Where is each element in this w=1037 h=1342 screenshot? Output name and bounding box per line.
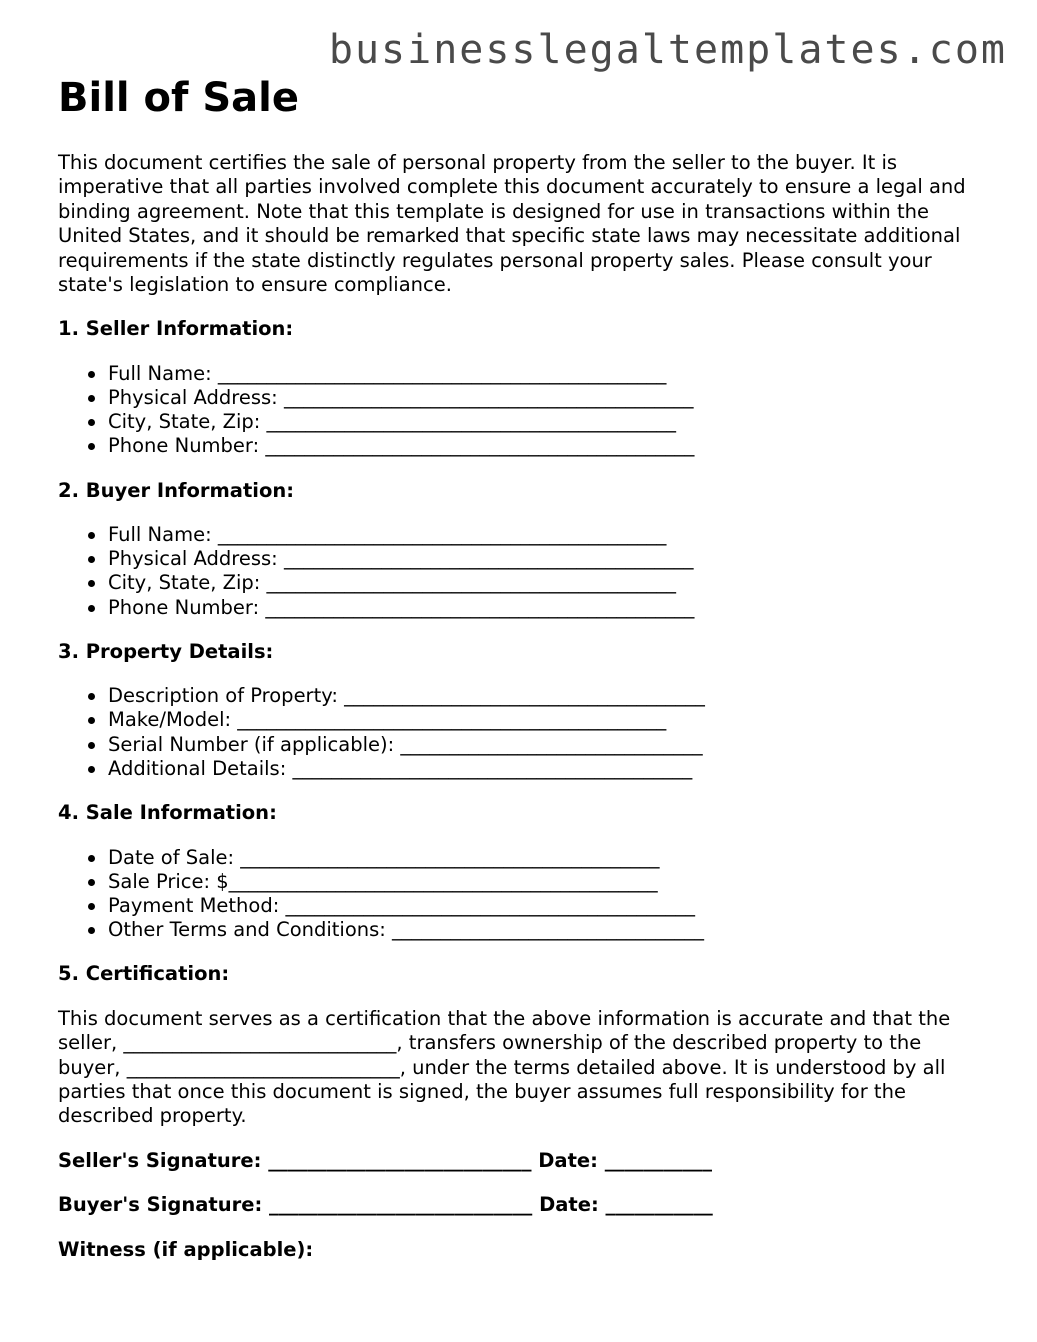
buyer-signature-line[interactable]: Buyer's Signature: ___________________________ Date: ___________ bbox=[58, 1193, 713, 1217]
document-title: Bill of Sale bbox=[58, 75, 299, 121]
buyer-fields-list bbox=[58, 523, 988, 620]
buyer-city-state-zip-field[interactable]: City, State, Zip: __________________________________________ bbox=[108, 571, 988, 595]
seller-signature-line[interactable]: Seller's Signature: ___________________________ Date: ___________ bbox=[58, 1148, 712, 1172]
seller-fields-list bbox=[58, 362, 988, 459]
buyer-phone-field[interactable]: Phone Number: ____________________________________________ bbox=[108, 596, 988, 620]
buyer-section-heading: 2. Buyer Information: bbox=[58, 478, 295, 502]
property-make-model-field[interactable]: Make/Model: ____________________________________________ bbox=[108, 708, 988, 732]
document-page bbox=[58, 74, 988, 1262]
witness-label: Witness (if applicable): bbox=[58, 1237, 314, 1261]
property-description-field[interactable]: Description of Property: _____________________________________ bbox=[108, 684, 988, 708]
sale-price-field[interactable]: Sale Price: $____________________________________________ bbox=[108, 870, 988, 894]
property-additional-details-field[interactable]: Additional Details: _________________________________________ bbox=[108, 757, 988, 781]
sale-fields-list bbox=[58, 846, 988, 943]
buyer-full-name-field[interactable]: Full Name: ______________________________________________ bbox=[108, 523, 988, 547]
sale-date-field[interactable]: Date of Sale: ___________________________________________ bbox=[108, 846, 988, 870]
other-terms-field[interactable]: Other Terms and Conditions: ________________________________ bbox=[108, 918, 988, 942]
seller-phone-field[interactable]: Phone Number: ____________________________________________ bbox=[108, 434, 988, 458]
payment-method-field[interactable]: Payment Method: __________________________________________ bbox=[108, 894, 988, 918]
seller-full-name-field[interactable]: Full Name: ______________________________________________ bbox=[108, 362, 988, 386]
certification-section-heading: 5. Certification: bbox=[58, 962, 230, 986]
seller-address-field[interactable]: Physical Address: __________________________________________ bbox=[108, 386, 988, 410]
sale-section-heading: 4. Sale Information: bbox=[58, 801, 277, 825]
property-fields-list bbox=[58, 684, 988, 781]
seller-section-heading: 1. Seller Information: bbox=[58, 317, 294, 341]
certification-paragraph: This document serves as a certification that the above information is accurate and that the seller, ____________________________, transfers ownership of the described property to the buyer, ____________________________, under the terms detailed above. It is understood by all parties that once this document is signed, the buyer assumes full responsibility for the described property. bbox=[58, 1006, 951, 1128]
buyer-address-field[interactable]: Physical Address: __________________________________________ bbox=[108, 547, 988, 571]
site-watermark: businesslegaltemplates.com bbox=[328, 27, 1007, 73]
property-serial-number-field[interactable]: Serial Number (if applicable): _______________________________ bbox=[108, 733, 988, 757]
intro-paragraph: This document certifies the sale of personal property from the seller to the buyer. It is imperative that all parties involved complete this document accurately to ensure a legal and binding agreement. Note that this template is designed for use in transactions within the United States, and it should be remarked that specific state laws may necessitate additional requirements if the state distinctly regulates personal property sales. Please consult your state's legislation to ensure compliance. bbox=[58, 151, 966, 297]
seller-city-state-zip-field[interactable]: City, State, Zip: __________________________________________ bbox=[108, 410, 988, 434]
property-section-heading: 3. Property Details: bbox=[58, 639, 274, 663]
